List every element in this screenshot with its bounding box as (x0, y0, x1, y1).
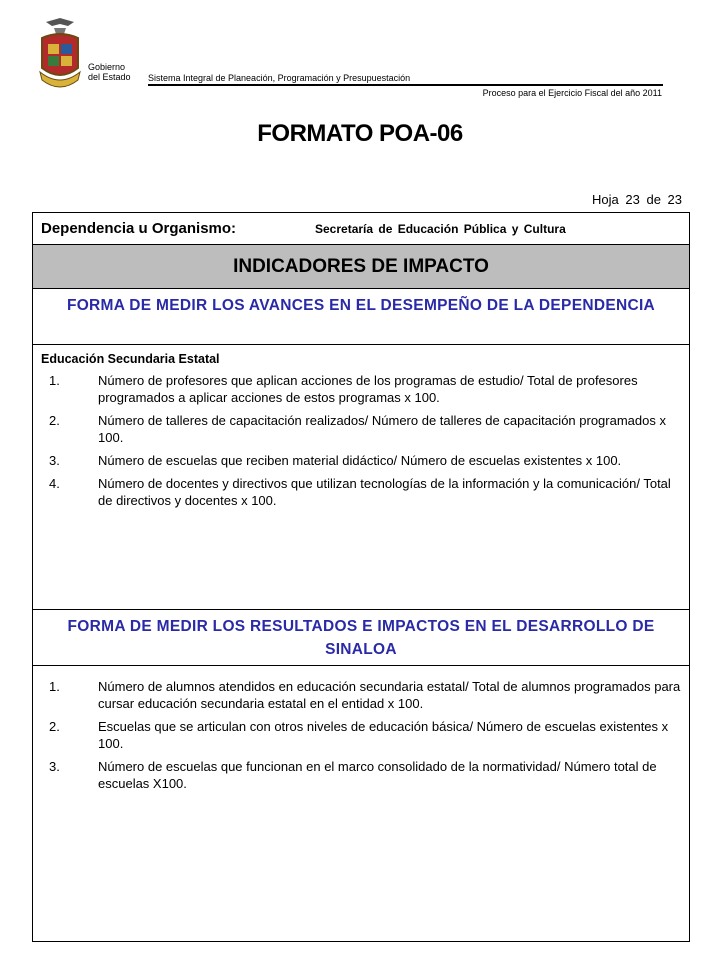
list-item-text: Número de docentes y directivos que utilizan tecnologías de la información y la comunicación/ Total de directivos y docentes x 100. (98, 476, 671, 508)
process-label: Proceso para el Ejercicio Fiscal del año 2011 (482, 88, 662, 98)
gobierno-line2: del Estado (88, 72, 131, 82)
list-item (41, 758, 683, 792)
page-number: Hoja 23 de 23 (592, 192, 682, 207)
page-title: FORMATO POA-06 (257, 120, 463, 147)
list-item (41, 678, 683, 712)
dependencia-label: Dependencia u Organismo: (41, 220, 237, 237)
state-seal-icon (36, 16, 84, 96)
list-item-number: 1. (49, 373, 60, 388)
list-item (41, 718, 683, 752)
list-item (41, 372, 683, 406)
list-item-number: 1. (49, 679, 60, 694)
list-item (41, 452, 683, 469)
list-item-text: Número de escuelas que funcionan en el marco consolidado de la normatividad/ Número total de escuelas X100. (98, 759, 657, 791)
list-item-number: 2. (49, 719, 60, 734)
dependencia-row (33, 213, 689, 245)
gobierno-label (88, 62, 131, 82)
list-item-text: Número de escuelas que reciben material didáctico/ Número de escuelas existentes x 100. (98, 453, 622, 468)
header-divider (148, 84, 663, 86)
section2-body (33, 666, 689, 943)
section-band: INDICADORES DE IMPACTO (33, 245, 689, 289)
section1-list (41, 372, 683, 515)
list-item-text: Escuelas que se articulan con otros niveles de educación básica/ Número de escuelas existentes x 100. (98, 719, 669, 751)
dependencia-value: Secretaría de Educación Pública y Cultura (315, 222, 566, 236)
section1-subtitle: Educación Secundaria Estatal (41, 352, 220, 366)
list-item-number: 4. (49, 476, 60, 491)
list-item-text: Número de profesores que aplican acciones de los programas de estudio/ Total de profesores programados a aplicar acciones de estos programas x 100. (98, 373, 638, 405)
list-item-number: 3. (49, 453, 60, 468)
section2-title: FORMA DE MEDIR LOS RESULTADOS E IMPACTOS EN EL DESARROLLO DE SINALOA (33, 610, 689, 666)
section2-list (41, 678, 683, 798)
list-item-text: Número de alumnos atendidos en educación secundaria estatal/ Total de alumnos programados para cursar educación secundaria estatal en el entidad x 100. (98, 679, 681, 711)
form-frame (32, 212, 690, 942)
list-item-number: 3. (49, 759, 60, 774)
gobierno-line1: Gobierno (88, 62, 126, 72)
list-item (41, 475, 683, 509)
section1-title: FORMA DE MEDIR LOS AVANCES EN EL DESEMPEÑO DE LA DEPENDENCIA (33, 289, 689, 345)
section1-body (33, 345, 689, 610)
list-item (41, 412, 683, 446)
list-item-text: Número de talleres de capacitación realizados/ Número de talleres de capacitación programados x 100. (98, 413, 666, 445)
system-name: Sistema Integral de Planeación, Programación y Presupuestación (148, 73, 411, 83)
list-item-number: 2. (49, 413, 60, 428)
